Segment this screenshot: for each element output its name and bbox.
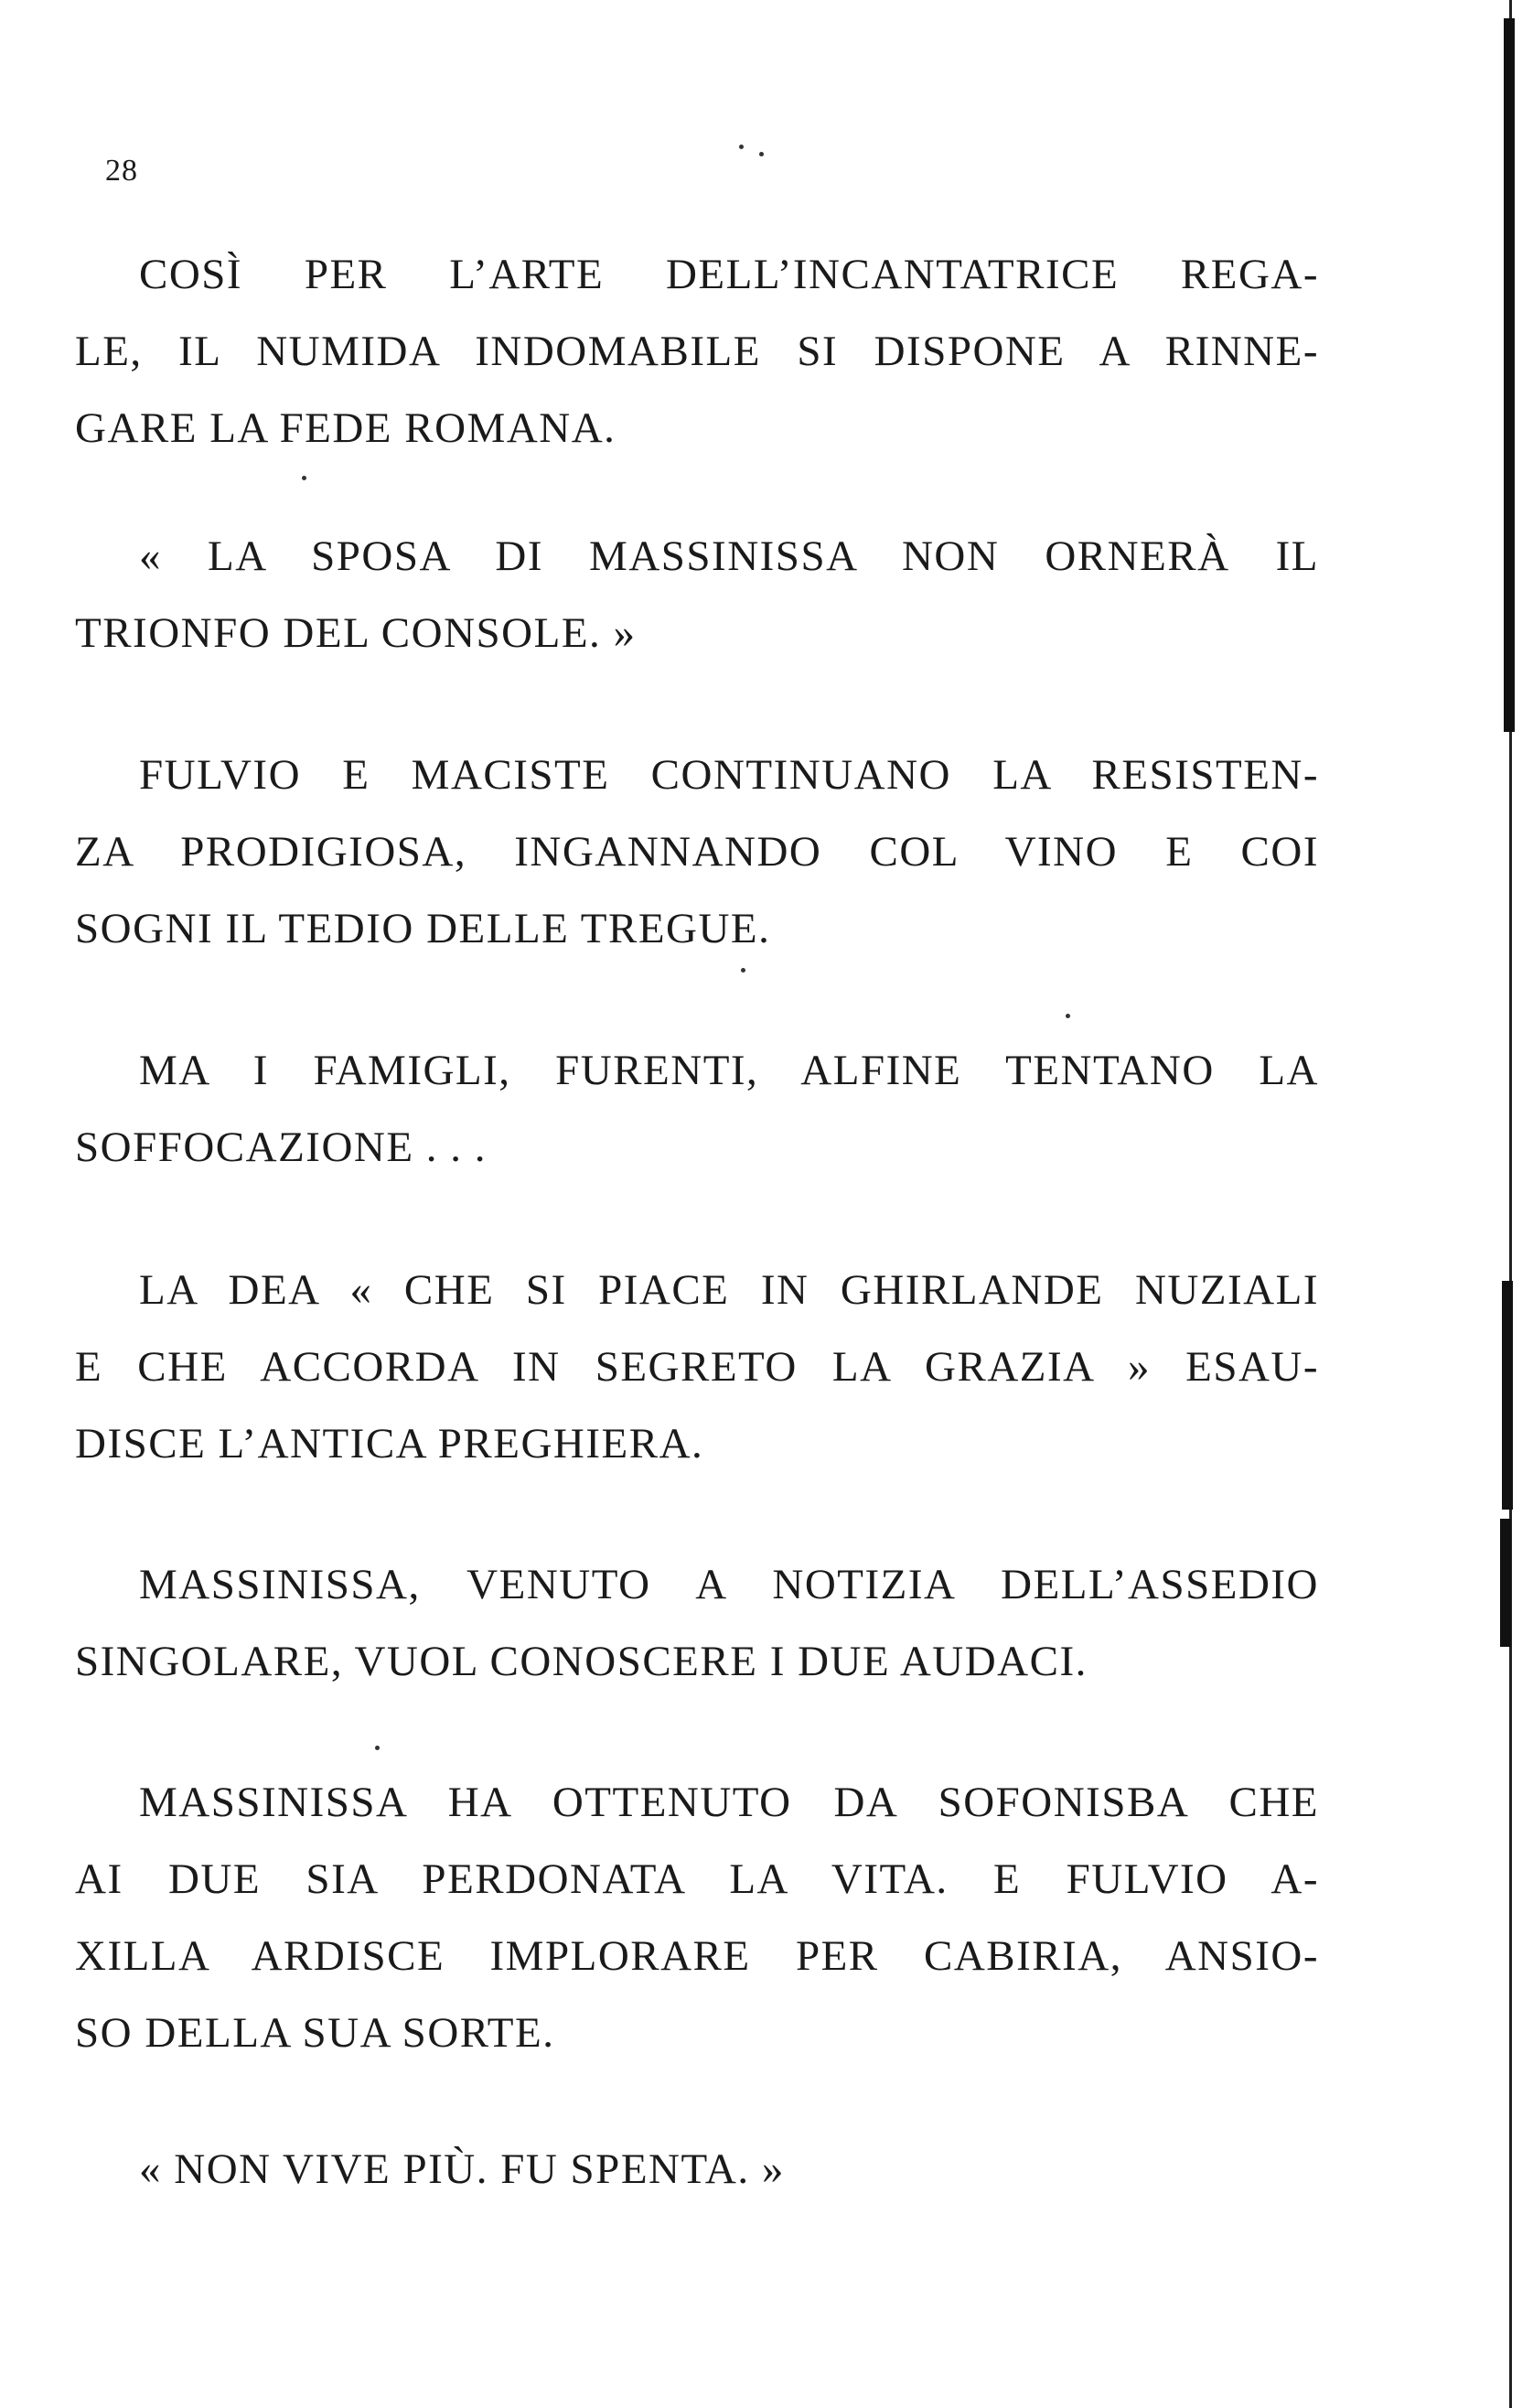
paragraph-line: AI DUE SIA PERDONATA LA VITA. E FULVIO A- (75, 1855, 1319, 1903)
paragraph-6 (75, 1546, 1319, 1700)
paragraph-3 (75, 736, 1319, 967)
paragraph-line: DISCE L’ANTICA PREGHIERA. (75, 1420, 704, 1467)
speck-mark (759, 152, 764, 156)
paragraph-line: MASSINISSA HA OTTENUTO DA SOFONISBA CHE (139, 1779, 1319, 1826)
paragraph-8 (75, 2131, 1319, 2208)
paragraph-line: SO DELLA SUA SORTE. (75, 2009, 555, 2057)
speck-mark (375, 1746, 380, 1750)
paragraph-line: TRIONFO DEL CONSOLE. » (75, 609, 637, 657)
paragraph-line: FULVIO E MACISTE CONTINUANO LA RESISTEN- (139, 751, 1319, 799)
edge-mark (1504, 18, 1515, 732)
paragraph-line: GARE LA FEDE ROMANA. (75, 404, 616, 452)
speck-mark (302, 476, 306, 480)
paragraph-line: E CHE ACCORDA IN SEGRETO LA GRAZIA » ESAU- (75, 1343, 1319, 1391)
paragraph-line: « NON VIVE PIÙ. FU SPENTA. » (139, 2145, 785, 2193)
paragraph-5 (75, 1252, 1319, 1482)
edge-mark (1500, 1519, 1511, 1647)
speck-mark (1066, 1014, 1070, 1018)
paragraph-line: XILLA ARDISCE IMPLORARE PER CABIRIA, ANSIO- (75, 1932, 1319, 1980)
paragraph-line: SINGOLARE, VUOL CONOSCERE I DUE AUDACI. (75, 1638, 1088, 1685)
paragraph-1 (75, 236, 1319, 467)
speck-mark (739, 145, 744, 149)
paragraph-line: SOGNI IL TEDIO DELLE TREGUE. (75, 905, 771, 952)
paragraph-line: SOFFOCAZIONE . . . (75, 1123, 488, 1171)
paragraph-line: ZA PRODIGIOSA, INGANNANDO COL VINO E COI (75, 828, 1319, 876)
paragraph-line: LE, IL NUMIDA INDOMABILE SI DISPONE A RINNE- (75, 328, 1319, 375)
paragraph-7 (75, 1764, 1319, 2071)
edge-mark (1502, 1281, 1513, 1510)
speck-mark (741, 968, 745, 973)
paragraph-2 (75, 518, 1319, 672)
paragraph-line: « LA SPOSA DI MASSINISSA NON ORNERÀ IL (139, 532, 1319, 580)
binding-edge (1496, 0, 1533, 2408)
paragraph-line: LA DEA « CHE SI PIACE IN GHIRLANDE NUZIALI (139, 1266, 1319, 1314)
paragraph-4 (75, 1032, 1319, 1186)
paragraph-line: COSÌ PER L’ARTE DELL’INCANTATRICE REGA- (139, 251, 1319, 298)
paragraph-line: MA I FAMIGLI, FURENTI, ALFINE TENTANO LA (139, 1047, 1319, 1094)
page-number: 28 (105, 154, 138, 188)
paragraph-line: MASSINISSA, VENUTO A NOTIZIA DELL’ASSEDIO (139, 1561, 1319, 1608)
